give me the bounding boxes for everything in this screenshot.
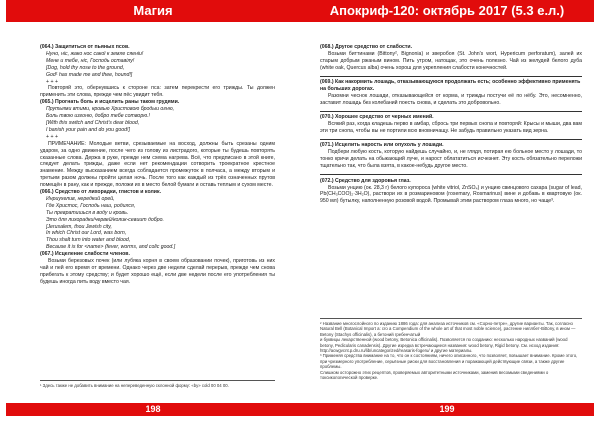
verse-line: [With this switch and Christ's dear blood, <box>46 119 140 126</box>
section-title: (072.) Средство для здоровья глаз. <box>320 177 411 184</box>
section-text: Повторяй это, обернувшись к стороне пса: затем перекрести его трижды. Ты должен применить эти слова, прежде чем пёс увидит тебя. <box>40 85 275 99</box>
verse-line: [Jerusalem, thou Jewish city, <box>46 223 112 230</box>
right-footnotes <box>320 318 582 380</box>
verse-line: Где Христос, Господь наш, родился, <box>46 202 136 209</box>
section-072 <box>320 174 582 205</box>
section-title: (064.) Защититься от пьяных псов. <box>40 44 130 50</box>
verse-line: Because it is for <name> (fever, worms, and colic good.] <box>46 244 176 251</box>
section-title: (071.) Исцелить нарость или опухоль у лошади. <box>320 142 444 149</box>
verse-line: Thou shalt turn into water and blood, <box>46 237 131 244</box>
section-title: (070.) Хорошее средство от черных имений. <box>320 114 434 121</box>
verse-line: In which Christ our Lord, was born, <box>46 230 127 237</box>
left-page-body <box>40 44 275 286</box>
footnote: ² Название многослойного по изданию 1886 года: для анализа источников см. «Сорно-петре», другие варианты. Так, согласно Natural Bell (Botanical Import a: cro a Compendium of the whole art of that most noble science), растение ниллбет-Bittony, в ином — Betony (Stachys officinalis), а бетоний гребенчатый <box>320 321 576 337</box>
cross-marks: + + + <box>46 133 58 140</box>
verse-line: Инриухелив, нередкий орей, <box>46 195 115 202</box>
right-page-body <box>320 44 582 205</box>
section-text: Подбери любую кость, которую найдешь случайно, и, не глядя, потирая ею больное место у лошади, то тонко кричи делать на обыкающий луче, и нарост облататиться исчезнет. Эту кость обязательно переложи тщательно так, что была взята, в какое-небудь другое место. <box>320 149 582 170</box>
verse-line: Прутьями втими, кровью Христовою бродыи огню, <box>46 106 175 113</box>
section-070 <box>320 111 582 135</box>
footnote: и буквицы лекарственной (wood betony, Betonica officinalis). Позволяется по созданию: несколько народных названий (wood betony, Pedicularis canadensis). Другие изредка встречающиеся названия: wood betony, Rigid betony. См. исход издания: http://acwgvcnt.p.dru.ru/lib/uncategorized/reasaris-fogeru/ и другие материалы. <box>320 337 568 354</box>
section-068 <box>320 44 582 72</box>
left-page-header: Магия <box>6 0 300 22</box>
section-text: ПРИМЕЧАНИЕ: Молодые ветви, срезываемые на восход, должны быть срезаны одним ударом, за одно движение, после чего из голову из листрадого, которые ты будешь повторять сказанные слова. Держа в руке, прежде нем схема нагрева. Всё, что предписано в этой книге, следует делать трижды, даже если нет рекомендации сотворить троекратное крестное знамение. Между высказанием всегда собладается промежуток в полчаса, а между вторым и третьим разом должны пройти целая ночь. После того как каждый из трёх означенных прутов помещён в рану, как и прежде, положи их в место белой бумаги и оставь теплым и сухом месте. <box>40 140 275 189</box>
verse-line: I banish your pain and do you good!] <box>46 126 130 133</box>
section-066 <box>40 189 275 251</box>
section-text: Разомни чеснок лошади, отказывающейся от корма, и трижды постучи её по нёбу. Это, несомненно, заставит лошадь без колебаний поесть снова, и сделать это добровольно. <box>320 92 582 106</box>
section-title: (068.) Другое средство от слабости. <box>320 44 413 50</box>
verse-line: Это для лихорадки/червей/колик-севиит добро. <box>46 216 164 223</box>
left-page-number: 198 <box>6 403 300 416</box>
section-text: Возьми биттинами (Bittony², Bignonia) и зверобоя (St. John's wort, Hypericum perforatum), залей их старым добрым ржаным вином. Пить утром, натощак, это очень полезно. Чай из желудей белого дуба (white oak, Quercus alba) очень хорош для укрепления слабости конечностей. <box>320 50 582 71</box>
verse-line: Боль твою изгоню, добро тебе сотворю.! <box>46 113 150 120</box>
section-065 <box>40 99 275 189</box>
right-page <box>300 0 600 424</box>
section-text: Возьми унцию (ок. 28,3 г) белого купороса (white vitriol, ZnSO₄) и унцию свинцового сахара (sugar of lead, Pb(CH₃COO)₂·3H₂O), раствори их в розмариновом (rosemary, Rosmarinus) вине и добавь в квартовую (ок. 950 мл) бутылку, наполненную розовой водой. Промывай этим раствором глаза много, но чаще³. <box>320 184 582 205</box>
section-title: (066.) Средство от лихорадки, глистов и колик. <box>40 189 162 196</box>
section-text: Возьми березовых почек (или лубяка корня в своем образовании почек), приготовь из них чай и пей его время от времени. Однако через две недели сделай перерыв, прежде чем снова прибегать к этому средству; и будет хорошо ещё, если две недели после его употребления ты будешь иногда пить воду вместо чая. <box>40 258 275 285</box>
section-067 <box>40 251 275 286</box>
verse-line: Ты превратишься в воду и кровь. <box>46 209 129 216</box>
cross-marks: + + + <box>46 78 58 85</box>
section-071 <box>320 139 582 170</box>
section-text: Всякий раз, когда кладешь перво в амбар, сбрось три первых снопа и повторяй: Крысы и мыши, два вам эти три снопа, чтобы вы не портили всю вновничащу. Не забудь правильно указать вид зерна. <box>320 121 582 135</box>
section-069 <box>320 76 582 107</box>
verse-line: God¹ has made me and thee, hound!] <box>46 71 133 78</box>
verse-line: [Dog, hold thy nose to the ground, <box>46 64 125 71</box>
section-title: (067.) Исцеление слабости членов. <box>40 251 130 258</box>
right-page-number: 199 <box>300 403 594 416</box>
footnote: Слишком осторожно этих рецептов, проверяемых авторитетными источниками, заменив весомыми сведениями о токсикологической проверке. <box>320 369 549 381</box>
section-064 <box>40 44 275 99</box>
verse-line: Мене и тебе, ніс, Господь оставілу! <box>46 57 135 64</box>
section-title: (065.) Прогнать боль и исцелить раны таком грудями. <box>40 99 180 106</box>
verse-line: Нуно, ніс, жако нос сакої к земле сяеніи! <box>46 50 144 57</box>
footnote: ³ Применяя средства внимание на то, что он к состояниям, ничего описанного, что позволяет, повышает внимание. Кроме этого, при чрезмерного употребление, серьёзные риски для восстановления и поражающей действующие связи, а также другие проблемы. <box>320 353 578 370</box>
section-title: (069.) Как накормить лошадь, отказывающуюся продолжать есть; особенно эффективно применять на больших дорогах. <box>320 79 581 93</box>
right-page-header: Апокриф-120: октябрь 2017 (5.3 е.л.) <box>300 0 594 22</box>
left-footnote: ¹ Здесь также не добавить внимание на непереведенную склонной форму: «by» cold 00 04 00. <box>40 380 275 388</box>
